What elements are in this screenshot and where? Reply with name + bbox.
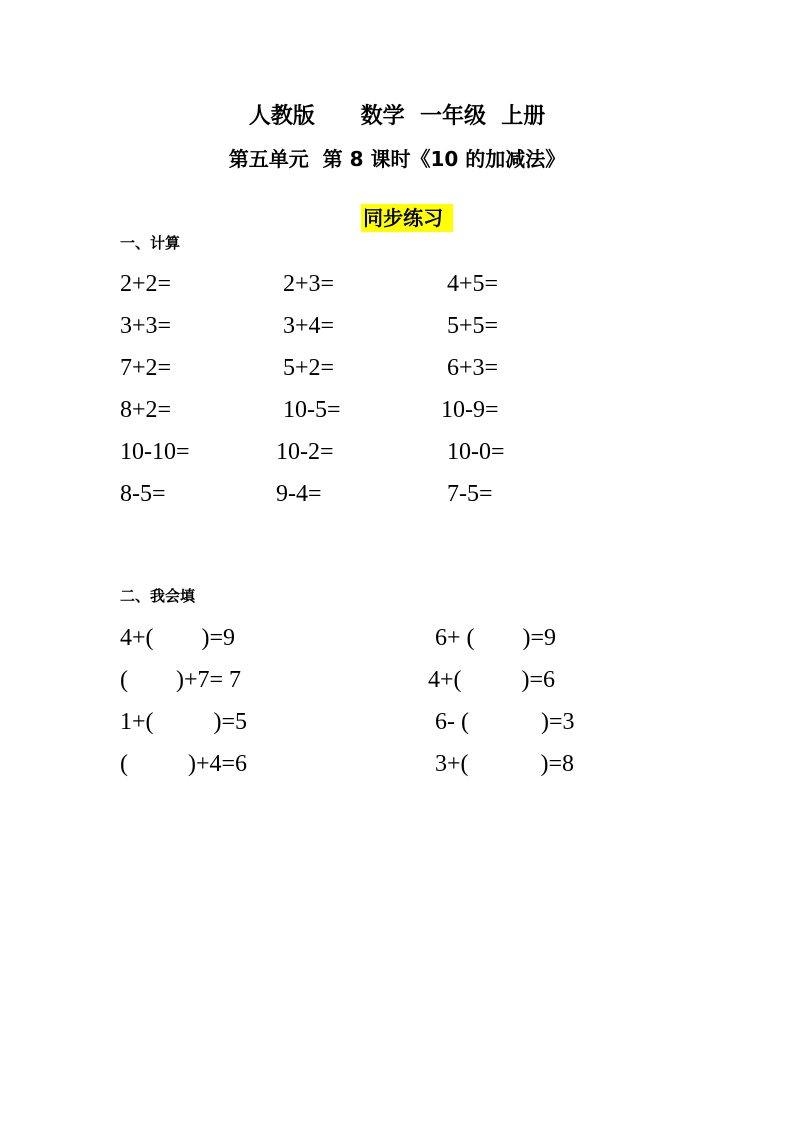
- calc-problem: 10-10=: [120, 439, 190, 465]
- calc-problem: 5+5=: [447, 313, 499, 339]
- fill-blank-problem: 1+( )=5: [120, 709, 248, 735]
- calc-problem: 6+3=: [447, 355, 499, 381]
- calc-problem: 10-2=: [276, 439, 334, 465]
- calc-problem: 9-4=: [276, 481, 322, 507]
- lesson-title: 第五单元 第 8 课时《10 的加减法》: [228, 147, 566, 171]
- calc-problem: 4+5=: [447, 271, 499, 297]
- calc-problem: 3+3=: [120, 313, 172, 339]
- calc-problem: 7-5=: [447, 481, 493, 507]
- calc-problem: 5+2=: [283, 355, 335, 381]
- fill-blank-problem: 6- ( )=3: [435, 709, 575, 735]
- calc-problem: 10-0=: [447, 439, 505, 465]
- calc-problem: 10-5=: [283, 397, 341, 423]
- calc-problem: 10-9=: [441, 397, 499, 423]
- calc-problem: 2+2=: [120, 271, 172, 297]
- document-title: 人教版 数学 一年级 上册: [248, 104, 546, 129]
- fill-blank-problem: ( )+7= 7: [120, 667, 242, 693]
- calc-problem: 8+2=: [120, 397, 172, 423]
- fill-blank-problem: 4+( )=6: [428, 667, 556, 693]
- section-heading-fill-in: 二、我会填: [120, 587, 196, 605]
- fill-blank-problem: 3+( )=8: [435, 751, 575, 777]
- calc-problem: 3+4=: [283, 313, 335, 339]
- calc-problem: 8-5=: [120, 481, 166, 507]
- exercise-title-highlighted: 同步练习: [361, 204, 453, 232]
- fill-blank-problem: ( )+4=6: [120, 751, 248, 777]
- calc-problem: 7+2=: [120, 355, 172, 381]
- fill-blank-problem: 4+( )=9: [120, 625, 236, 651]
- fill-blank-problem: 6+ ( )=9: [435, 625, 557, 651]
- section-heading-calculate: 一、计算: [120, 234, 181, 252]
- calc-problem: 2+3=: [283, 271, 335, 297]
